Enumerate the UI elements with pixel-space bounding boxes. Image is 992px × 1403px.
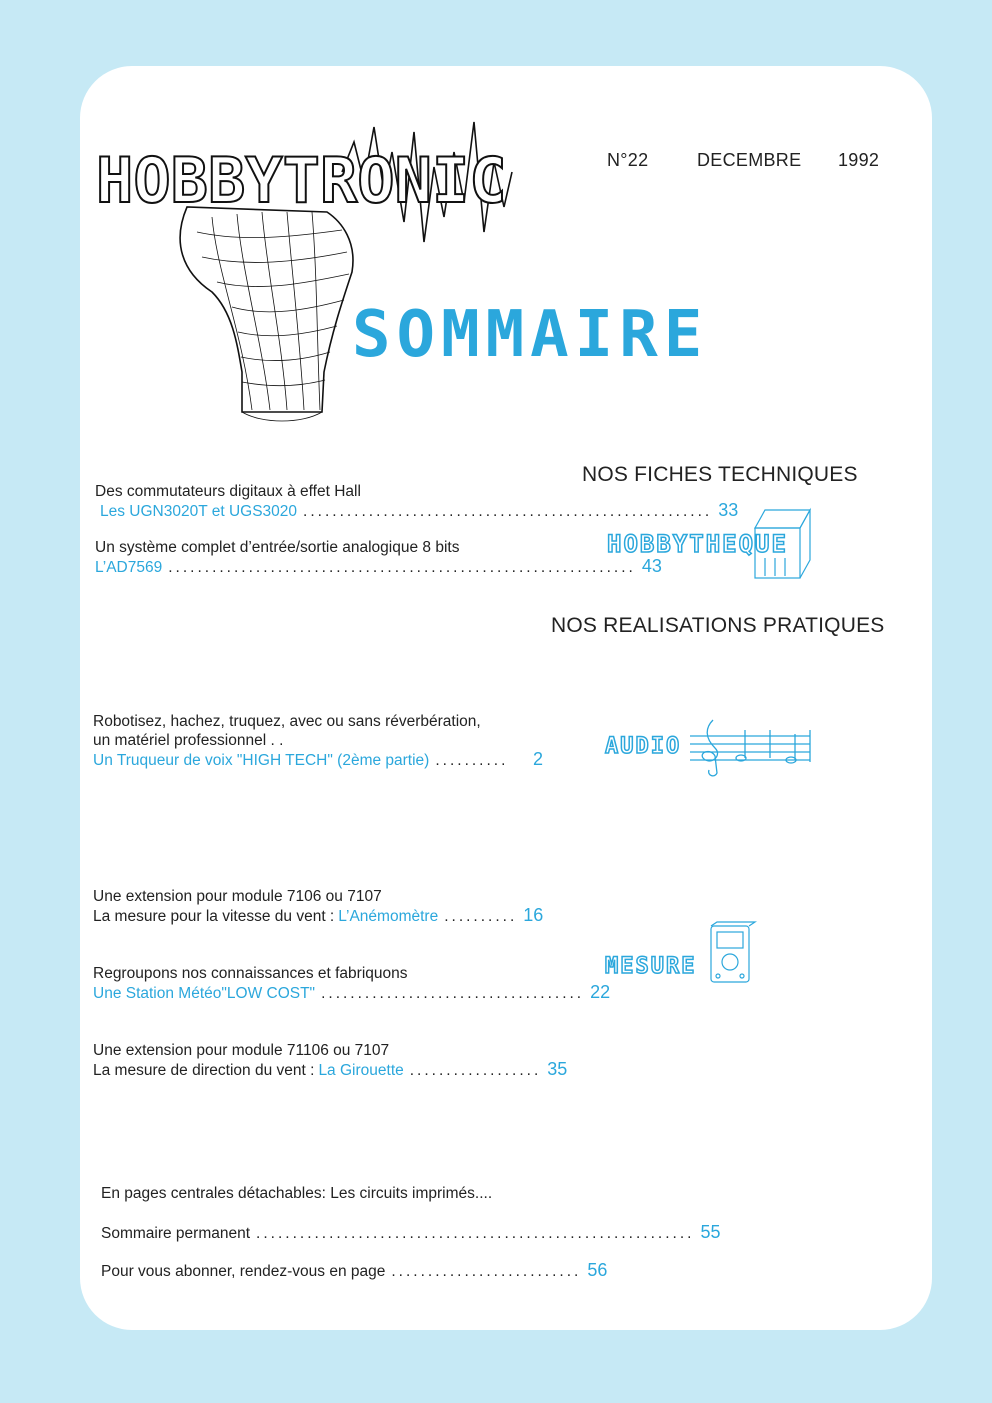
issue-number: N°22 — [607, 150, 649, 170]
leader-dots: .................. — [409, 1062, 542, 1079]
article-anemometre — [93, 887, 543, 926]
mesure-label: MESURE — [605, 954, 697, 979]
page-number[interactable]: 35 — [547, 1059, 568, 1079]
article-desc: Des commutateurs digitaux à effet Hall — [95, 483, 361, 500]
leader-dots: ............................................................ — [256, 1225, 695, 1242]
article-voix — [93, 712, 543, 770]
footer-block — [101, 1184, 721, 1281]
mesure-badge — [605, 922, 765, 992]
hand-icon — [92, 112, 522, 432]
audio-label: AUDIO — [605, 734, 682, 759]
leader-dots: ................................................................ — [168, 559, 636, 576]
article-title[interactable]: Une Station Météo — [93, 985, 222, 1002]
article-title[interactable]: L’Anémomètre — [338, 908, 439, 925]
article-desc: Une extension pour module 7106 ou 7107 — [93, 888, 382, 905]
article-prefix: La mesure pour la vitesse du vent : — [93, 908, 335, 925]
section-realisations: NOS REALISATIONS PRATIQUES — [551, 614, 885, 637]
article-title[interactable]: L’AD7569 — [95, 559, 163, 576]
leader-dots: .......................... — [391, 1263, 582, 1280]
page-title: SOMMAIRE — [352, 298, 709, 372]
hobbytheque-label: HOBBYTHEQUE — [607, 530, 788, 558]
page-number[interactable]: 2 — [532, 749, 543, 769]
article-girouette — [93, 1041, 568, 1080]
article-desc-2: un matériel professionnel . . — [93, 732, 284, 749]
article-prefix: La mesure de direction du vent : — [93, 1062, 315, 1079]
issue-year: 1992 — [838, 150, 880, 170]
page-number[interactable]: 55 — [700, 1222, 721, 1242]
article-title[interactable]: Un Truqueur de voix "HIGH TECH" (2ème partie) — [93, 752, 430, 769]
page-number[interactable]: 43 — [641, 556, 662, 576]
footer-permanent — [101, 1222, 721, 1243]
article-desc-1: Robotisez, hachez, truquez, avec ou sans réverbération, — [93, 713, 481, 730]
page-number[interactable]: 22 — [590, 982, 611, 1002]
hobbytronic-logo — [92, 112, 522, 432]
audio-badge — [605, 718, 815, 778]
logo-text: HOBBYTRONIC — [96, 144, 507, 217]
article-meteo — [93, 964, 611, 1003]
article-hall — [95, 482, 739, 521]
article-title[interactable]: Les UGN3020T et UGS3020 — [100, 503, 298, 520]
page-number[interactable]: 33 — [718, 500, 739, 520]
article-desc: Une extension pour module 71106 ou 7107 — [93, 1042, 390, 1059]
leader-dots: ........................................................ — [303, 503, 713, 520]
article-title-suffix: "LOW COST" — [221, 985, 316, 1002]
article-desc: Regroupons nos connaissances et fabriquons — [93, 965, 408, 982]
footer-permanent-label[interactable]: Sommaire permanent — [101, 1225, 251, 1242]
footer-abonner — [101, 1260, 608, 1281]
article-desc: Un système complet d’entrée/sortie analogique 8 bits — [95, 539, 460, 556]
issue-month: DECEMBRE — [697, 150, 802, 170]
page-number[interactable]: 56 — [587, 1260, 608, 1280]
leader-dots: .................................... — [321, 985, 585, 1002]
leader-dots: .......... — [444, 908, 518, 925]
article-title[interactable]: La Girouette — [318, 1062, 404, 1079]
footer-centrales: En pages centrales détachables: Les circuits imprimés.... — [101, 1185, 493, 1202]
footer-abonner-label[interactable]: Pour vous abonner, rendez-vous en page — [101, 1263, 386, 1280]
leader-dots: .......... — [435, 752, 509, 769]
section-fiches: NOS FICHES TECHNIQUES — [582, 463, 858, 486]
page-number[interactable]: 16 — [523, 905, 544, 925]
article-ad — [95, 538, 662, 577]
